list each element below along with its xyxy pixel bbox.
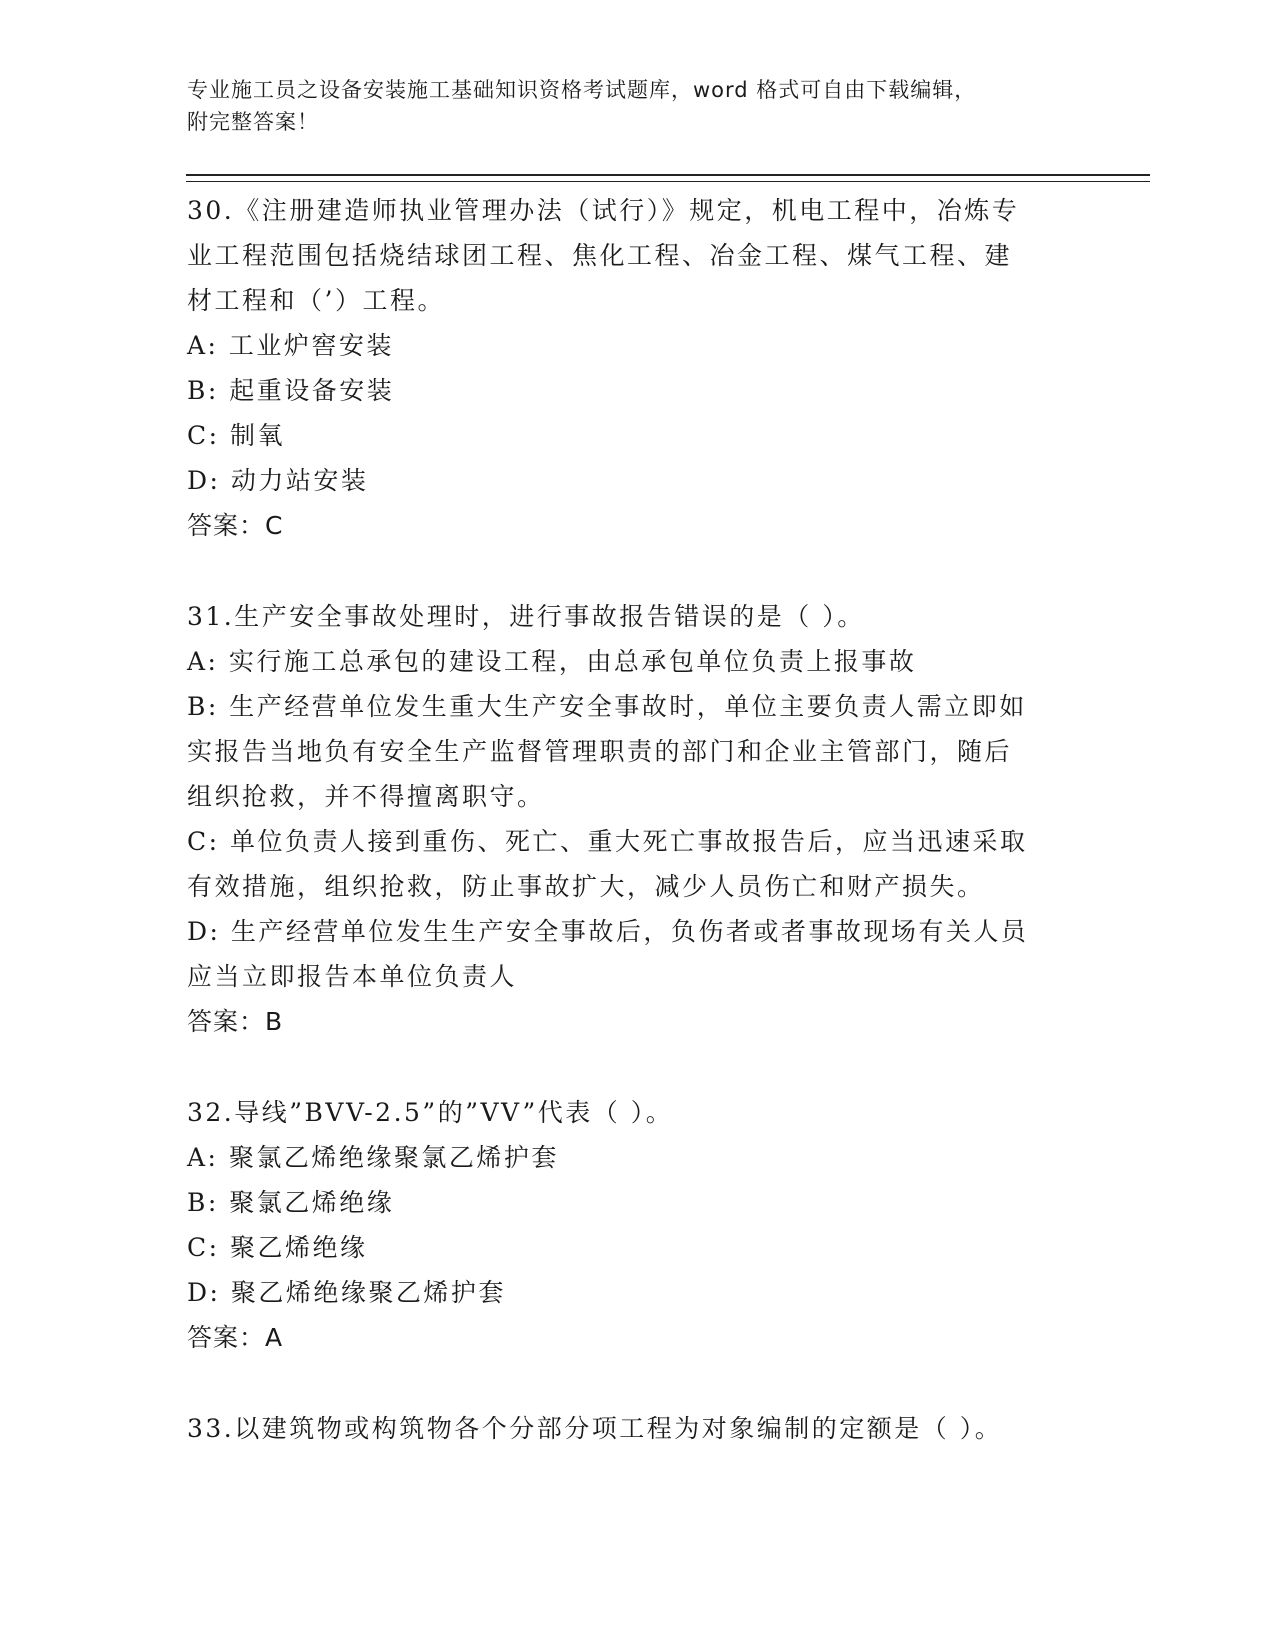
question-32 bbox=[187, 1090, 1087, 1360]
option-b: B: 生产经营单位发生重大生产安全事故时，单位主要负责人需立即如 bbox=[187, 692, 1027, 721]
header-line-1: 专业施工员之设备安装施工基础知识资格考试题库，word 格式可自由下载编辑， bbox=[187, 78, 977, 102]
option-c: C: 单位负责人接到重伤、死亡、重大死亡事故报告后，应当迅速采取 bbox=[187, 827, 1028, 856]
question-stem-line: 31.生产安全事故处理时，进行事故报告错误的是（ ）。 bbox=[187, 602, 865, 631]
header-line-2: 附完整答案！ bbox=[187, 110, 319, 134]
question-30 bbox=[187, 188, 1087, 548]
question-31 bbox=[187, 594, 1087, 1044]
option-a: A: 实行施工总承包的建设工程，由总承包单位负责上报事故 bbox=[187, 647, 917, 676]
option-a: A: 工业炉窖安装 bbox=[187, 331, 394, 360]
question-stem-line: 30.《注册建造师执业管理办法（试行）》规定，机电工程中，冶炼专 bbox=[187, 196, 1020, 225]
question-stem-line: 33.以建筑物或构筑物各个分部分项工程为对象编制的定额是（ ）。 bbox=[187, 1414, 1003, 1443]
option-b-continued: 实报告当地负有安全生产监督管理职责的部门和企业主管部门，随后 bbox=[187, 737, 1013, 766]
option-d: D: 生产经营单位发生生产安全事故后，负伤者或者事故现场有关人员 bbox=[187, 917, 1029, 946]
question-stem-line: 业工程范围包括烧结球团工程、焦化工程、冶金工程、煤气工程、建 bbox=[187, 241, 1013, 270]
option-c: C: 聚乙烯绝缘 bbox=[187, 1233, 368, 1262]
question-stem-line: 32.导线”BVV-2.5”的”VV”代表（ ）。 bbox=[187, 1098, 674, 1127]
question-33 bbox=[187, 1406, 1087, 1451]
answer-label: 答案：B bbox=[187, 1007, 284, 1036]
question-stem-line: 材工程和（’）工程。 bbox=[187, 286, 445, 315]
option-d: D: 动力站安装 bbox=[187, 466, 369, 495]
header-divider-thin bbox=[186, 181, 1150, 182]
option-b-continued: 组织抢救，并不得擅离职守。 bbox=[187, 782, 545, 811]
option-a: A: 聚氯乙烯绝缘聚氯乙烯护套 bbox=[187, 1143, 559, 1172]
option-d: D: 聚乙烯绝缘聚乙烯护套 bbox=[187, 1278, 506, 1307]
option-c-continued: 有效措施，组织抢救，防止事故扩大，减少人员伤亡和财产损失。 bbox=[187, 872, 985, 901]
document-header bbox=[187, 74, 1067, 138]
option-d-continued: 应当立即报告本单位负责人 bbox=[187, 962, 518, 991]
option-b: B: 起重设备安装 bbox=[187, 376, 395, 405]
question-list bbox=[187, 188, 1087, 1451]
answer-label: 答案：A bbox=[187, 1323, 284, 1352]
header-divider-thick bbox=[186, 174, 1150, 176]
option-c: C: 制氧 bbox=[187, 421, 285, 450]
option-b: B: 聚氯乙烯绝缘 bbox=[187, 1188, 395, 1217]
answer-label: 答案：C bbox=[187, 511, 284, 540]
